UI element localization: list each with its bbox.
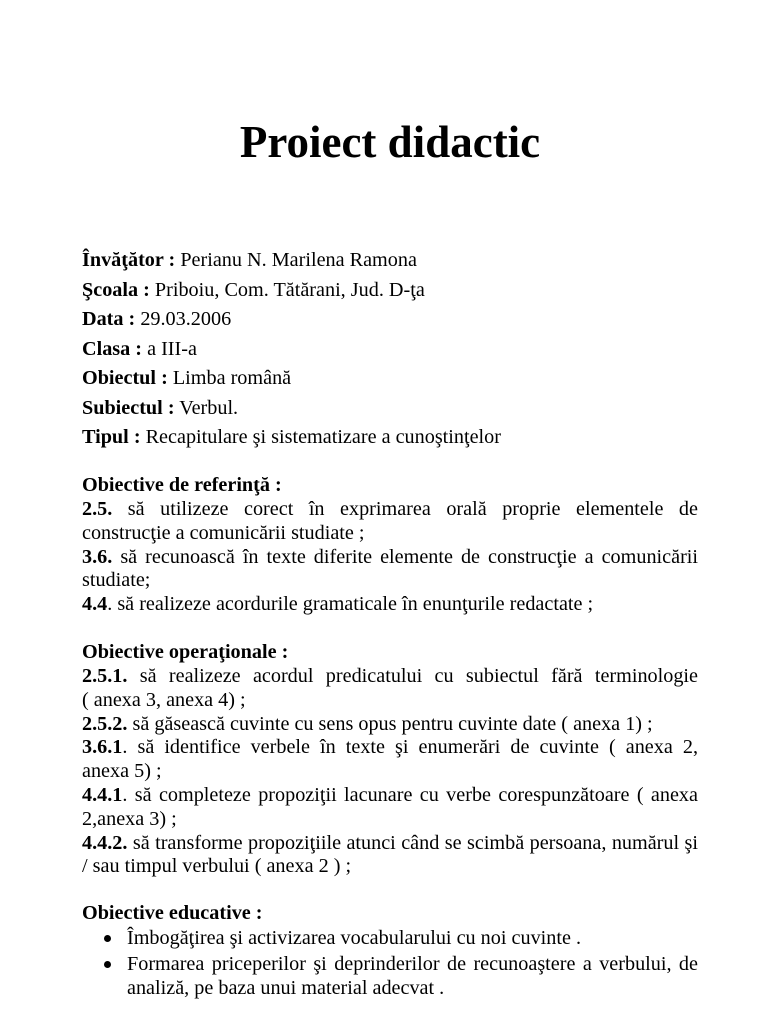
objective-line: 2,anexa 3) ; xyxy=(82,807,177,830)
bullet-icon xyxy=(104,961,111,968)
document-title: Proiect didactic xyxy=(239,117,541,167)
objective-code: 2.5.1. xyxy=(82,665,128,688)
field-label: Şcoala : xyxy=(82,278,150,301)
objective-text: să recunoască în texte diferite elemente de construcţie a comunicării xyxy=(120,545,699,568)
field-value: 29.03.2006 xyxy=(140,308,232,331)
bullet-item xyxy=(82,953,698,1001)
section-heading: Obiective educative : xyxy=(82,902,263,925)
field-label: Obiectul : xyxy=(82,367,168,390)
objective-line xyxy=(82,498,698,522)
objective-item xyxy=(82,665,698,713)
objective-code: 4.4 xyxy=(82,593,108,616)
bullet-item xyxy=(82,927,698,951)
field-label: Subiectul : xyxy=(82,396,175,419)
objective-item xyxy=(82,784,698,832)
objective-code: 3.6.1 xyxy=(82,736,123,759)
section-heading: Obiective de referinţă : xyxy=(82,474,282,497)
field-lesson-type xyxy=(82,423,698,453)
field-class xyxy=(82,335,698,365)
objective-code: 4.4.1 xyxy=(82,784,123,807)
objective-code: 3.6. xyxy=(82,545,113,568)
field-school xyxy=(82,276,698,306)
objective-line xyxy=(82,713,698,737)
objective-item xyxy=(82,593,698,617)
field-label: Data : xyxy=(82,308,136,331)
objective-line xyxy=(82,832,698,856)
bullet-list xyxy=(82,926,698,1000)
objective-text: să găsească cuvinte cu sens opus pentru cuvinte date ( anexa 1) ; xyxy=(132,712,653,735)
objective-line: anexa 5) ; xyxy=(82,760,162,783)
objective-text: să realizeze acordul predicatului cu subiectul fără terminologie xyxy=(139,665,698,688)
objective-text: . să realizeze acordurile gramaticale în enunţurile redactate ; xyxy=(107,593,594,616)
field-label: Clasa : xyxy=(82,337,143,360)
objective-line: studiate; xyxy=(82,569,151,592)
objective-line: ( anexa 3, anexa 4) ; xyxy=(82,688,246,711)
objective-code: 4.4.2. xyxy=(82,831,128,854)
objective-text: . să completeze propoziţii lacunare cu verbe corespunzătoare ( anexa xyxy=(122,784,698,807)
objective-text: să utilizeze corect în exprimarea orală proprie elementele de xyxy=(127,498,698,521)
objective-code: 2.5. xyxy=(82,498,113,521)
field-topic xyxy=(82,394,698,424)
field-value: a III-a xyxy=(147,337,197,360)
objective-line xyxy=(82,546,698,570)
bullet-text: Formarea priceperilor şi deprinderilor de recunoaştere a verbului, de xyxy=(127,952,698,975)
objective-text: . să identifice verbele în texte şi enumerări de cuvinte ( anexa 2, xyxy=(122,736,698,759)
objective-item xyxy=(82,736,698,784)
field-value: Recapitulare şi sistematizare a cunoştinţelor xyxy=(145,426,501,449)
objective-text: să transforme propoziţiile atunci când se scimbă persoana, numărul şi xyxy=(132,831,699,854)
field-subject-area xyxy=(82,364,698,394)
field-teacher xyxy=(82,246,698,276)
objective-line xyxy=(82,665,698,689)
objective-line xyxy=(82,784,698,808)
field-label: Învăţător : xyxy=(82,249,176,272)
objective-item xyxy=(82,546,698,594)
bullet-text: analiză, pe baza unui material adecvat . xyxy=(127,976,445,999)
objective-line: / sau timpul verbului ( anexa 2 ) ; xyxy=(82,855,352,878)
field-value: Perianu N. Marilena Ramona xyxy=(180,249,417,272)
operational-objectives-section xyxy=(82,641,698,879)
field-label: Tipul : xyxy=(82,426,141,449)
objective-code: 2.5.2. xyxy=(82,712,128,735)
bullet-icon xyxy=(104,935,111,942)
field-value: Verbul. xyxy=(179,396,239,419)
objective-item xyxy=(82,832,698,880)
objective-line xyxy=(82,593,698,617)
bullet-text: Îmbogăţirea şi activizarea vocabularului cu noi cuvinte . xyxy=(127,927,582,950)
objective-line: construcţie a comunicării studiate ; xyxy=(82,521,365,544)
educational-objectives-section xyxy=(82,902,698,1000)
field-date xyxy=(82,305,698,335)
objective-line xyxy=(82,736,698,760)
field-value: Priboiu, Com. Tătărani, Jud. D-ţa xyxy=(154,278,425,301)
objective-item xyxy=(82,498,698,546)
field-value: Limba română xyxy=(172,367,292,390)
objective-item xyxy=(82,713,698,737)
header-fields xyxy=(82,246,698,453)
reference-objectives-section xyxy=(82,474,698,617)
section-heading: Obiective operaţionale : xyxy=(82,641,289,664)
